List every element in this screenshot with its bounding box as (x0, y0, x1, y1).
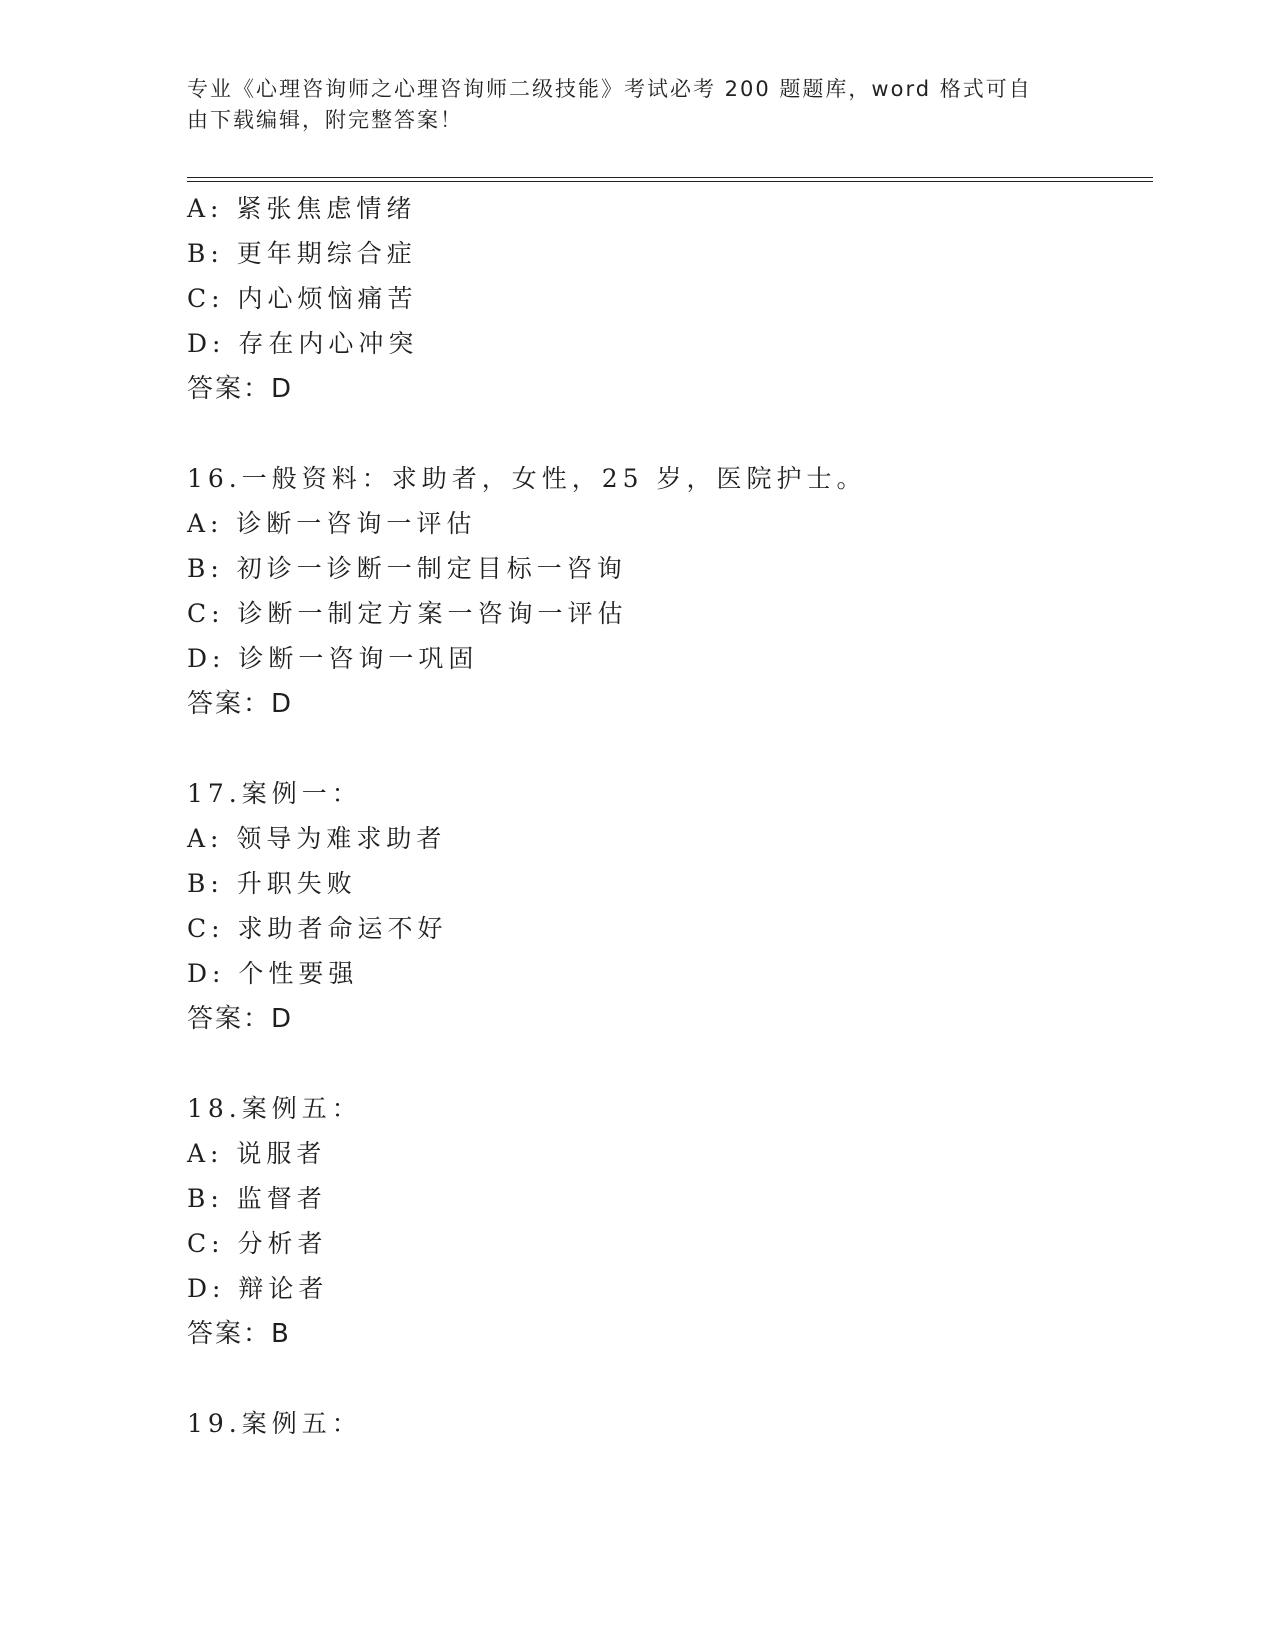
option-b: B: 更年期综合症 (187, 239, 417, 268)
header-line-2: 由下载编辑，附完整答案！ (187, 108, 463, 132)
answer-line: 答案：D (187, 1004, 294, 1034)
option-c: C: 求助者命运不好 (187, 914, 448, 943)
answer-line: 答案：B (187, 1319, 291, 1349)
option-a: A: 领导为难求助者 (187, 824, 447, 853)
option-b: B: 监督者 (187, 1184, 327, 1213)
option-d: D: 个性要强 (187, 959, 359, 988)
answer-line: 答案：D (187, 374, 294, 404)
document-header (187, 74, 1067, 136)
header-line-1: 专业《心理咨询师之心理咨询师二级技能》考试必考 200 题题库，word 格式可自 (187, 77, 1032, 101)
question-stem: 18.案例五： (187, 1094, 362, 1123)
header-divider-top (187, 177, 1153, 178)
option-b: B: 初诊一诊断一制定目标一咨询 (187, 554, 627, 583)
question-stem: 17.案例一： (187, 779, 362, 808)
header-divider-bottom (187, 181, 1153, 182)
question-stem: 19.案例五： (187, 1409, 362, 1438)
question-stem: 16.一般资料：求助者，女性，25 岁，医院护士。 (187, 464, 867, 493)
option-c: C: 诊断一制定方案一咨询一评估 (187, 599, 628, 628)
option-c: C: 内心烦恼痛苦 (187, 284, 418, 313)
option-d: D: 诊断一咨询一巩固 (187, 644, 479, 673)
option-a: A: 紧张焦虑情绪 (187, 194, 417, 223)
option-d: D: 辩论者 (187, 1274, 329, 1303)
option-a: A: 诊断一咨询一评估 (187, 509, 477, 538)
answer-line: 答案：D (187, 689, 294, 719)
option-c: C: 分析者 (187, 1229, 328, 1258)
option-a: A: 说服者 (187, 1139, 327, 1168)
option-b: B: 升职失败 (187, 869, 357, 898)
option-d: D: 存在内心冲突 (187, 329, 419, 358)
